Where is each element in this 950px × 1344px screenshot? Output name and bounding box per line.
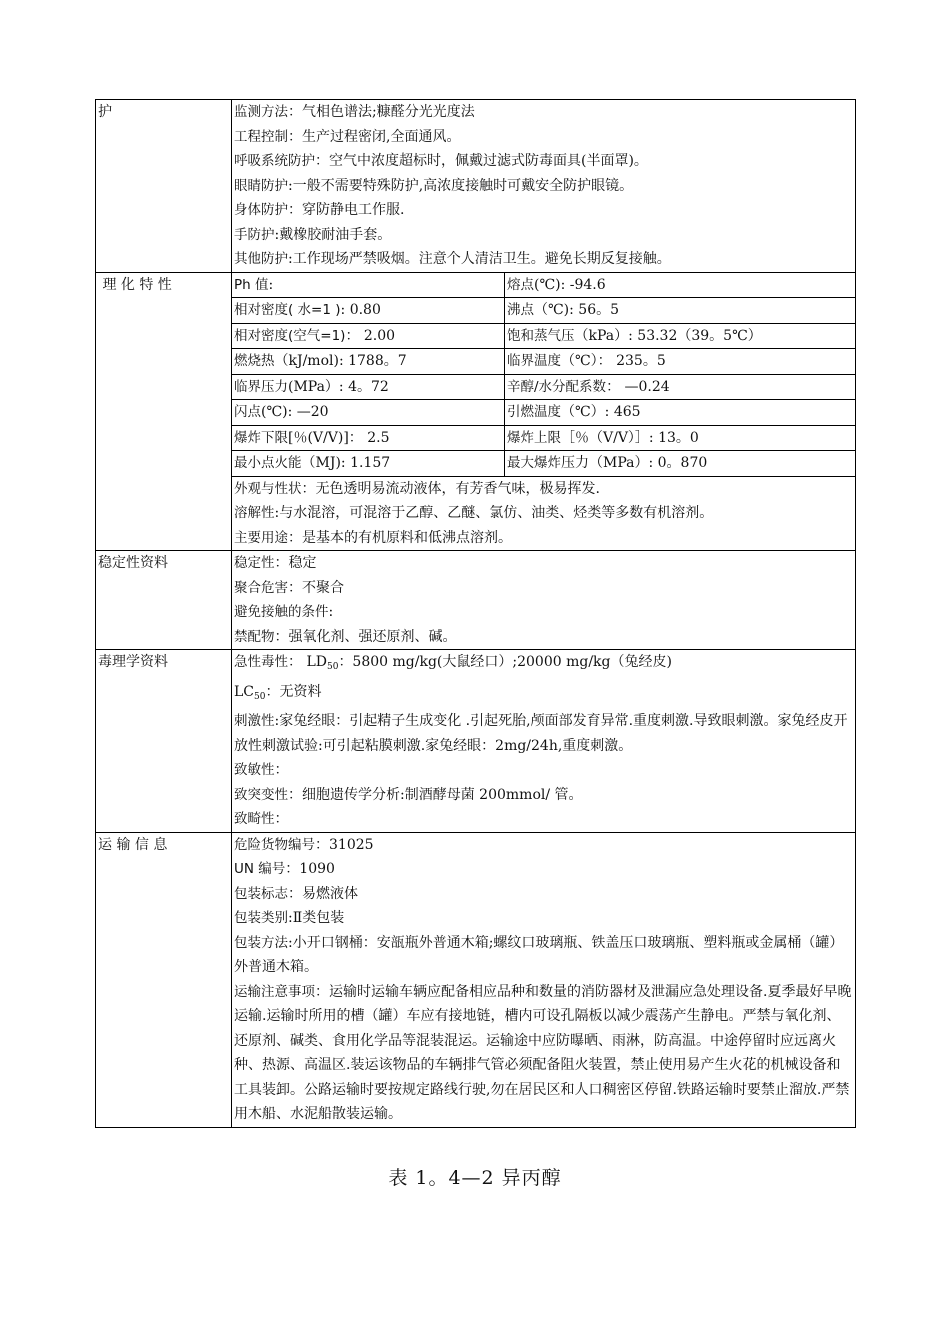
field-key: 致畸性 [234,811,275,827]
field-value: 穿防静电工作服. [302,202,405,218]
section-label-protection: 护 [96,100,232,273]
acute-toxicity-line [232,650,855,680]
physchem-section [96,272,856,551]
field-line [232,223,855,248]
property-cell [232,451,505,477]
property-value: (MPa）: 4。72 [288,378,389,395]
packing-method-value: :小开口钢桶：安瓿瓶外普通木箱;螺纹口玻璃瓶、铁盖压口玻璃瓶、塑料瓶或金属桶（罐）外普通木箱。 [234,934,844,975]
protection-content [232,100,856,273]
document-page [95,99,856,1128]
field-line [232,100,855,125]
field-line [232,833,855,858]
section-label-toxicology: 毒理学资料 [96,650,232,833]
lc50-value: ：无资料 [265,683,322,700]
property-key: 最小点火能 [234,455,302,471]
irritation-paragraph [232,709,855,758]
field-separator: ： [274,762,289,778]
property-value: : 0.80 [340,302,381,318]
property-cell [232,273,505,298]
property-key: 临界压力 [234,378,288,395]
property-cell [505,400,856,426]
field-separator: ： [288,202,302,218]
field-separator: ： [315,153,329,169]
field-separator: ： [285,861,300,877]
field-separator: ： [315,836,329,853]
field-key: 眼睛防护 [234,177,288,194]
field-separator: ： [274,555,289,571]
field-separator: : [288,910,293,926]
acute-ld-prefix: ： LD [288,654,327,670]
field-separator: ： [288,104,302,120]
property-key: Ph 值 [234,276,269,293]
section-label-stability: 稳定性资料 [96,551,232,650]
field-separator: : [328,604,334,620]
field-value: 气相色谱法;糠醛分光光度法 [302,104,475,120]
property-value: (℃): —20 [261,404,329,420]
field-key: 监测方法 [234,104,288,120]
field-line [232,857,855,882]
property-value: （℃）: 465 [561,404,641,420]
field-key: 手防护 [234,226,275,243]
property-key: 相对密度( 水=1 ) [234,302,341,318]
property-cell [232,298,505,324]
property-key: 熔点 [507,276,534,293]
acute-toxicity-value: ：5800 mg/kg(大鼠经口）;20000 mg/kg（兔经皮) [338,654,672,670]
transport-notes-key: 运输注意事项 [234,983,315,1000]
property-value: [％(V/V)]： 2.5 [288,429,390,446]
field-line [232,477,855,502]
lc-sub: 50 [254,691,266,702]
irritation-key: 刺激性 [234,713,275,729]
property-key: 饱和蒸气压 [507,327,575,344]
field-key: 稳定性 [234,555,275,571]
property-value: （MJ): 1.157 [301,455,391,471]
property-cell [505,374,856,400]
field-key: 致突变性 [234,786,288,803]
property-cell [505,451,856,477]
property-row [232,298,855,324]
field-line [232,758,855,783]
field-value: 是基本的有机原料和低沸点溶剂。 [302,529,512,546]
field-key: 其他防护 [234,251,288,267]
field-line [232,149,855,174]
field-separator: : [274,226,280,243]
section-label-transport: 运 输 信 息 [96,832,232,1127]
property-key: 燃烧热 [234,353,275,369]
field-value: 无色透明易流动液体，有芳香气味，极易挥发. [315,480,600,497]
field-value: 1090 [299,861,335,877]
field-key: 聚合危害 [234,579,288,596]
property-cell [505,273,856,298]
field-line [232,551,855,576]
field-key: 包装类别 [234,910,288,926]
field-line [232,882,855,907]
field-line [232,174,855,199]
property-key: 临界温度 [507,353,561,369]
acute-toxicity-key: 急性毒性 [234,654,288,670]
property-value: ： —0.24 [606,378,670,395]
physchem-content [232,272,856,551]
physchem-grid [232,273,855,477]
field-key: 身体防护 [234,202,288,218]
property-cell [232,374,505,400]
field-value: 细胞遗传学分析:制酒酵母菌 200mmol/ 管。 [302,786,583,803]
field-value: 易燃液体 [302,885,358,902]
lc-prefix: LC [234,683,255,700]
field-line [232,125,855,150]
field-line [232,198,855,223]
property-cell [505,349,856,375]
field-key: 危险货物编号 [234,836,315,853]
property-value: : [268,276,274,293]
field-separator: ： [288,885,302,902]
field-line [232,501,855,526]
physchem-label-text: 理 化 特 性 [102,276,172,293]
field-value: 生产过程密闭,全面通风。 [302,128,461,145]
lc50-line [232,680,855,710]
property-row [232,349,855,375]
field-key: 禁配物 [234,628,275,645]
field-key: UN 编号 [234,861,286,877]
field-separator: ： [288,529,302,546]
property-cell [232,349,505,375]
field-separator: : [288,177,293,194]
property-key: 相对密度(空气=1) [234,327,346,344]
property-key: 最大爆炸 [507,455,561,471]
field-value: Ⅱ类包装 [292,910,345,926]
packing-method-key: 包装方法 [234,934,288,951]
property-cell [232,400,505,426]
field-line [232,906,855,931]
stability-section [96,551,856,650]
field-key: 致敏性 [234,762,275,778]
property-cell [505,323,856,349]
protection-section [96,100,856,273]
transport-content [232,832,856,1127]
property-key: 爆炸下限 [234,429,288,446]
section-label-physchem [96,272,232,551]
property-cell [505,425,856,451]
field-key: 溶解性 [234,505,275,521]
transport-notes-value: ：运输时运输车辆应配备相应品种和数量的消防器材及泄漏应急处理设备.夏季最好早晚运输.运输时所用的槽（罐）车应有接地链，槽内可设孔隔板以减少震荡产生静电。严禁与氧化剂、还原剂、碱类、食用化学品等混装混运。运输途中应防曝晒、雨淋，防高温。中途停留时应远离火种、热源、高温区.装运该物品的车辆排气管必须配备阻火装置，禁止使用易产生火花的机械设备和工具装卸。公路运输时要按规定路线行驶,勿在居民区和人口稠密区停留.铁路运输时要禁止溜放.严禁用木船、水泥船散装运输。 [234,983,852,1122]
field-separator: ： [274,628,289,645]
stability-content [232,551,856,650]
field-line [232,625,855,650]
field-line [232,600,855,625]
field-line [232,783,855,808]
field-separator: ： [288,786,302,803]
property-value: ： 2.00 [345,327,396,344]
property-value: （℃）： 235。5 [561,353,666,369]
table-caption: 表 1。4—2 异丙醇 [388,1167,562,1189]
field-line [232,526,855,551]
transport-notes-paragraph [232,980,855,1127]
field-value: 不聚合 [302,579,344,596]
property-key: 引燃温度 [507,404,561,420]
field-separator: : [274,505,280,521]
property-key: 爆炸上限 [507,429,561,446]
property-row [232,451,855,477]
field-value: 工作现场严禁吸烟。注意个人清洁卫生。避免长期反复接触。 [292,251,671,267]
packing-method-paragraph [232,931,855,980]
field-value: 稳定 [288,555,317,571]
toxicology-content [232,650,856,833]
field-line [232,576,855,601]
property-row [232,273,855,298]
property-row [232,374,855,400]
property-key: 闪点 [234,404,261,420]
field-line [232,247,855,272]
property-cell [505,298,856,324]
field-key: 工程控制 [234,128,288,145]
field-value: 强氧化剂、强还原剂、碱。 [288,628,457,645]
property-row [232,425,855,451]
field-key: 外观与性状 [234,480,302,497]
acute-ld-sub: 50 [326,662,339,672]
field-line [232,807,855,832]
property-value: 压力（MPa）: 0。870 [561,455,708,471]
field-key: 包装标志 [234,885,288,902]
property-value: ［％（V/V）］: 13。0 [561,429,699,446]
field-separator: ： [301,480,316,497]
field-key: 呼吸系统防护 [234,153,315,169]
property-key: 沸点 [507,302,534,318]
property-row [232,323,855,349]
property-key: 辛醇/水分配系数 [507,378,607,395]
property-cell [232,323,505,349]
property-cell [232,425,505,451]
field-value: 戴橡胶耐油手套。 [279,226,392,243]
property-value: （kPa）: 53.32（39。5℃） [574,327,762,344]
field-separator: ： [274,811,289,827]
transport-section [96,832,856,1127]
field-key: 避免接触的条件 [234,604,329,620]
property-row [232,400,855,426]
field-separator: ： [288,128,302,145]
field-value: 与水混溶，可混溶于乙醇、乙醚、氯仿、油类、烃类等多数有机溶剂。 [279,505,714,521]
field-value: 一般不需要特殊防护,高浓度接触时可戴安全防护眼镜。 [292,177,634,194]
field-key: 主要用途 [234,529,288,546]
msds-table [95,99,856,1128]
property-value: （kJ/mol): 1788。7 [274,353,407,369]
property-value: (℃): -94.6 [534,276,606,293]
toxicology-section [96,650,856,833]
field-separator: : [288,251,293,267]
irritation-value: :家兔经眼：引起精子生成变化 .引起死胎,颅面部发育异常.重度刺激.导致眼刺激。家兔经皮开放性刺激试验:可引起粘膜刺激.家兔经眼：2mg/24h,重度刺激。 [234,713,848,754]
property-value: （℃): 56。5 [534,302,620,318]
field-value: 空气中浓度超标时，佩戴过滤式防毒面具(半面罩)。 [329,153,648,169]
field-separator: ： [288,579,302,596]
field-value: 31025 [329,836,374,853]
